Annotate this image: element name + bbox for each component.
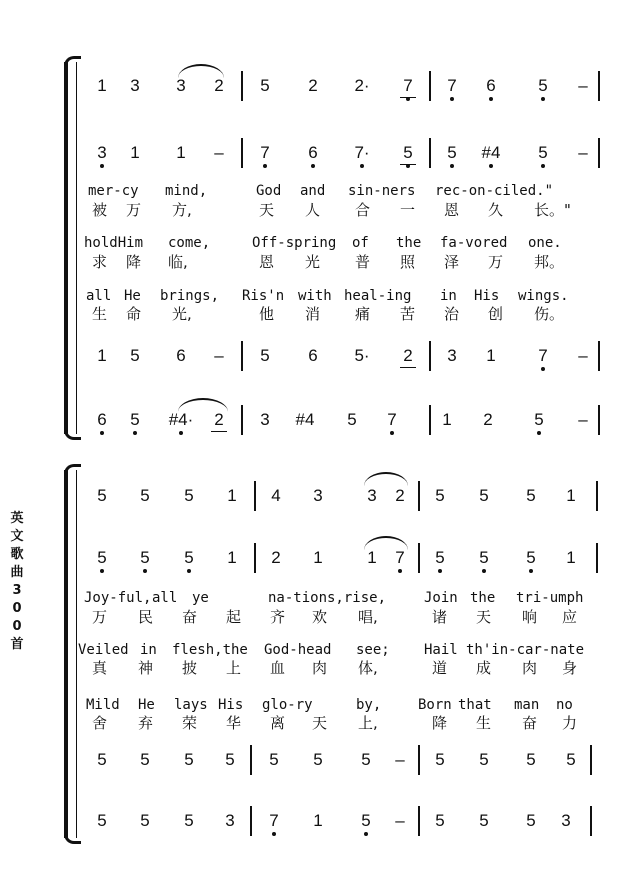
barline bbox=[596, 543, 598, 573]
lyric-syllable: that bbox=[458, 697, 492, 713]
lyric-syllable: 临, bbox=[168, 253, 188, 271]
low-octave-dot bbox=[263, 164, 267, 168]
lyric-syllable: 身 bbox=[562, 659, 578, 677]
lyric-syllable: Join bbox=[424, 590, 458, 606]
note: 5 bbox=[140, 750, 150, 769]
lyric-syllable: see; bbox=[356, 642, 390, 658]
tie-arc bbox=[178, 398, 228, 412]
note: 7 bbox=[394, 68, 422, 104]
note: 2 bbox=[483, 410, 493, 429]
low-octave-dot bbox=[450, 164, 454, 168]
lyric-syllable: 痛 bbox=[355, 305, 371, 323]
lyric-syllable: 弃 bbox=[138, 714, 154, 732]
note: – bbox=[578, 410, 588, 429]
note: 5 bbox=[140, 486, 150, 505]
note: – bbox=[395, 811, 405, 830]
lyric-syllable: 合 bbox=[355, 201, 371, 219]
barline bbox=[418, 806, 420, 836]
barline bbox=[429, 341, 431, 371]
note: 2 bbox=[394, 338, 422, 374]
note: 7· bbox=[348, 135, 376, 171]
lyric-line-en bbox=[0, 182, 640, 200]
note: 3 bbox=[367, 486, 377, 505]
lyric-syllable: 普 bbox=[355, 253, 371, 271]
lyric-syllable: one. bbox=[528, 235, 562, 251]
note: 2 bbox=[205, 402, 233, 438]
lyric-syllable: 齐 bbox=[270, 608, 286, 626]
lyric-syllable: 上, bbox=[358, 714, 378, 732]
note: 6 bbox=[88, 402, 116, 438]
lyric-line-en bbox=[0, 641, 640, 659]
low-octave-dot bbox=[133, 431, 137, 435]
note: 7 bbox=[260, 803, 288, 839]
lyric-syllable: ye bbox=[192, 590, 209, 606]
lyric-syllable: He bbox=[124, 288, 141, 304]
note: 5 bbox=[394, 135, 422, 171]
lyric-syllable: 万 bbox=[126, 201, 142, 219]
lyric-syllable: 体, bbox=[358, 659, 378, 677]
note: 5 bbox=[479, 811, 489, 830]
note: 5 bbox=[526, 486, 536, 505]
low-octave-dot bbox=[529, 569, 533, 573]
low-octave-dot bbox=[537, 431, 541, 435]
low-octave-dot bbox=[541, 164, 545, 168]
lyric-syllable: 求 bbox=[92, 253, 108, 271]
low-octave-dot bbox=[450, 97, 454, 101]
note: 7 bbox=[378, 402, 406, 438]
note: 3 bbox=[225, 811, 235, 830]
lyric-syllable: 创 bbox=[488, 305, 504, 323]
lyric-syllable: tri-umph bbox=[516, 590, 584, 606]
lyric-syllable: God-head bbox=[264, 642, 332, 658]
lyric-syllable: and bbox=[300, 183, 326, 199]
barline bbox=[241, 71, 243, 101]
note: 5 bbox=[225, 750, 235, 769]
note: 5 bbox=[175, 540, 203, 576]
note: 5 bbox=[97, 486, 107, 505]
note: 1 bbox=[97, 76, 107, 95]
note: 1 bbox=[442, 410, 452, 429]
lyric-syllable: 光, bbox=[172, 305, 192, 323]
lyric-syllable: 血 bbox=[270, 659, 286, 677]
note: 1 bbox=[367, 548, 377, 567]
lyric-syllable: 治 bbox=[444, 305, 460, 323]
lyric-syllable: mer-cy bbox=[88, 183, 139, 199]
note: 5 bbox=[184, 811, 194, 830]
low-octave-dot bbox=[100, 431, 104, 435]
note: 1 bbox=[486, 346, 496, 365]
note: – bbox=[214, 346, 224, 365]
low-octave-dot bbox=[100, 164, 104, 168]
lyric-syllable: 唱, bbox=[358, 608, 378, 626]
barline bbox=[429, 71, 431, 101]
note: 7 bbox=[386, 540, 414, 576]
lyric-syllable: all bbox=[152, 590, 178, 606]
note: 7 bbox=[529, 338, 557, 374]
lyric-syllable: mind, bbox=[165, 183, 208, 199]
lyric-line-en bbox=[0, 589, 640, 607]
note: 1 bbox=[566, 548, 576, 567]
lyric-syllable: wings. bbox=[518, 288, 569, 304]
underline-mark bbox=[400, 367, 416, 368]
low-octave-dot bbox=[364, 832, 368, 836]
lyric-syllable: His bbox=[218, 697, 244, 713]
note: 5 bbox=[121, 402, 149, 438]
lyric-syllable: Off-spring bbox=[252, 235, 337, 251]
barline bbox=[590, 745, 592, 775]
low-octave-dot bbox=[272, 832, 276, 836]
note: 2 bbox=[271, 548, 281, 567]
note: 7 bbox=[251, 135, 279, 171]
barline bbox=[598, 341, 600, 371]
tie-arc bbox=[364, 472, 408, 486]
lyric-syllable: lays bbox=[174, 697, 208, 713]
low-octave-dot bbox=[360, 164, 364, 168]
note: 3 bbox=[260, 410, 270, 429]
note: 1 bbox=[227, 548, 237, 567]
note: 5 bbox=[479, 486, 489, 505]
lyric-syllable: 起 bbox=[226, 608, 242, 626]
low-octave-dot bbox=[390, 431, 394, 435]
lyric-line-zh bbox=[0, 659, 640, 677]
lyric-syllable: heal-ing bbox=[344, 288, 412, 304]
staff-row bbox=[0, 803, 640, 839]
lyric-syllable: 方, bbox=[172, 201, 192, 219]
lyric-syllable: 响 bbox=[522, 608, 538, 626]
barline bbox=[418, 481, 420, 511]
note: 4 bbox=[271, 486, 281, 505]
barline bbox=[596, 481, 598, 511]
lyric-syllable: by, bbox=[356, 697, 382, 713]
lyric-line-zh bbox=[0, 253, 640, 271]
note: 5 bbox=[97, 811, 107, 830]
lyric-syllable: 邦。 bbox=[534, 253, 565, 271]
lyric-syllable: 神 bbox=[138, 659, 154, 677]
note: 3 bbox=[88, 135, 116, 171]
lyric-line-en bbox=[0, 234, 640, 252]
underline-mark bbox=[211, 431, 227, 432]
lyric-syllable: 天 bbox=[259, 201, 275, 219]
staff-row bbox=[0, 742, 640, 778]
lyric-syllable: no bbox=[556, 697, 573, 713]
lyric-syllable: Ris'n bbox=[242, 288, 285, 304]
lyric-syllable: 伤。 bbox=[534, 305, 565, 323]
lyric-syllable: 成 bbox=[476, 659, 492, 677]
lyric-syllable: 命 bbox=[126, 305, 142, 323]
note: 5 bbox=[97, 750, 107, 769]
barline bbox=[241, 405, 243, 435]
lyric-syllable: 降 bbox=[126, 253, 142, 271]
low-octave-dot bbox=[482, 569, 486, 573]
note: 5 bbox=[435, 750, 445, 769]
note: – bbox=[578, 143, 588, 162]
note: 2 bbox=[308, 76, 318, 95]
barline bbox=[429, 405, 431, 435]
lyric-syllable: 久 bbox=[488, 201, 504, 219]
lyric-line-zh bbox=[0, 714, 640, 732]
lyric-line-zh bbox=[0, 608, 640, 626]
lyric-syllable: 一 bbox=[400, 201, 416, 219]
note: 5 bbox=[517, 540, 545, 576]
lyric-syllable: with bbox=[298, 288, 332, 304]
lyric-syllable: in bbox=[140, 642, 157, 658]
lyric-syllable: 降 bbox=[432, 714, 448, 732]
lyric-syllable: 披 bbox=[182, 659, 198, 677]
low-octave-dot bbox=[406, 164, 410, 168]
low-octave-dot bbox=[398, 569, 402, 573]
lyric-syllable: 他 bbox=[259, 305, 275, 323]
barline bbox=[418, 543, 420, 573]
note: 5 bbox=[88, 540, 116, 576]
note: 1 bbox=[313, 811, 323, 830]
low-octave-dot bbox=[406, 97, 410, 101]
note: 5 bbox=[470, 540, 498, 576]
lyric-syllable: come, bbox=[168, 235, 211, 251]
note: 1 bbox=[130, 143, 140, 162]
low-octave-dot bbox=[438, 569, 442, 573]
lyric-syllable: brings, bbox=[160, 288, 220, 304]
note: 3 bbox=[561, 811, 571, 830]
note: 3 bbox=[313, 486, 323, 505]
lyric-syllable: the bbox=[470, 590, 496, 606]
note: 6 bbox=[299, 135, 327, 171]
lyric-syllable: 恩 bbox=[259, 253, 275, 271]
lyric-syllable: 诸 bbox=[432, 608, 448, 626]
barline bbox=[590, 806, 592, 836]
lyric-syllable: 照 bbox=[400, 253, 416, 271]
note: 6 bbox=[477, 68, 505, 104]
note: 5 bbox=[526, 811, 536, 830]
note: 5 bbox=[361, 750, 371, 769]
note: 2 bbox=[214, 76, 224, 95]
lyric-syllable: 真 bbox=[92, 659, 108, 677]
barline bbox=[250, 745, 252, 775]
low-octave-dot bbox=[541, 97, 545, 101]
staff-row bbox=[0, 402, 640, 438]
lyric-syllable: all bbox=[86, 288, 112, 304]
lyric-syllable: th'in-car-nate bbox=[466, 642, 585, 658]
lyric-syllable: 苦 bbox=[400, 305, 416, 323]
lyric-syllable: Mild bbox=[86, 697, 120, 713]
lyric-syllable: 欢 bbox=[312, 608, 328, 626]
barline bbox=[254, 481, 256, 511]
lyric-syllable: 奋 bbox=[182, 608, 198, 626]
lyric-syllable: Veiled bbox=[78, 642, 129, 658]
lyric-syllable: 消 bbox=[305, 305, 321, 323]
lyric-syllable: 应 bbox=[562, 608, 578, 626]
lyric-syllable: Hail bbox=[424, 642, 458, 658]
barline bbox=[598, 405, 600, 435]
note: – bbox=[214, 143, 224, 162]
note: 5 bbox=[131, 540, 159, 576]
note: 2 bbox=[395, 486, 405, 505]
note: 5 bbox=[352, 803, 380, 839]
note: 5 bbox=[184, 750, 194, 769]
low-octave-dot bbox=[143, 569, 147, 573]
note: 5 bbox=[435, 811, 445, 830]
lyric-line-zh bbox=[0, 201, 640, 219]
lyric-syllable: 生 bbox=[92, 305, 108, 323]
lyric-syllable: His bbox=[474, 288, 500, 304]
barline bbox=[241, 138, 243, 168]
barline bbox=[598, 71, 600, 101]
low-octave-dot bbox=[541, 367, 545, 371]
note: #4· bbox=[167, 402, 195, 438]
lyric-syllable: 天 bbox=[476, 608, 492, 626]
lyric-syllable: 肉 bbox=[312, 659, 328, 677]
note: 5 bbox=[130, 346, 140, 365]
lyric-syllable: 奋 bbox=[522, 714, 538, 732]
staff-row bbox=[0, 540, 640, 576]
low-octave-dot bbox=[100, 569, 104, 573]
note: 5 bbox=[260, 346, 270, 365]
lyric-syllable: 被 bbox=[92, 201, 108, 219]
note: 5 bbox=[479, 750, 489, 769]
note: 5 bbox=[347, 410, 357, 429]
low-octave-dot bbox=[489, 164, 493, 168]
barline bbox=[254, 543, 256, 573]
tie-arc bbox=[364, 536, 408, 550]
note: 5· bbox=[354, 346, 370, 365]
lyric-syllable: 泽 bbox=[444, 253, 460, 271]
lyric-syllable: of bbox=[352, 235, 369, 251]
note: 5 bbox=[438, 135, 466, 171]
lyric-syllable: 长。" bbox=[534, 201, 571, 219]
lyric-syllable: na-tions,rise, bbox=[268, 590, 387, 606]
staff-row bbox=[0, 135, 640, 171]
lyric-syllable: 上 bbox=[226, 659, 242, 677]
barline bbox=[429, 138, 431, 168]
note: 5 bbox=[529, 135, 557, 171]
low-octave-dot bbox=[311, 164, 315, 168]
note: 2· bbox=[354, 76, 370, 95]
lyric-syllable: 生 bbox=[476, 714, 492, 732]
note: 5 bbox=[269, 750, 279, 769]
lyric-syllable: rec-on-ciled." bbox=[435, 183, 554, 199]
lyric-syllable: 荣 bbox=[182, 714, 198, 732]
lyric-syllable: 力 bbox=[562, 714, 578, 732]
lyric-line-en bbox=[0, 287, 640, 305]
lyric-syllable: the bbox=[396, 235, 422, 251]
low-octave-dot bbox=[179, 431, 183, 435]
note: #4 bbox=[477, 135, 505, 171]
note: 1 bbox=[566, 486, 576, 505]
note: 3 bbox=[447, 346, 457, 365]
note: 1 bbox=[176, 143, 186, 162]
note: 3 bbox=[176, 76, 186, 95]
note: 5 bbox=[435, 486, 445, 505]
note: – bbox=[395, 750, 405, 769]
lyric-syllable: 天 bbox=[312, 714, 328, 732]
note: 5 bbox=[184, 486, 194, 505]
note: 1 bbox=[313, 548, 323, 567]
lyric-syllable: 舍 bbox=[92, 714, 108, 732]
low-octave-dot bbox=[489, 97, 493, 101]
lyric-syllable: man bbox=[514, 697, 540, 713]
lyric-syllable: 民 bbox=[138, 608, 154, 626]
lyric-syllable: God bbox=[256, 183, 282, 199]
lyric-syllable: holdHim bbox=[84, 235, 144, 251]
note: 3 bbox=[130, 76, 140, 95]
barline bbox=[418, 745, 420, 775]
barline bbox=[241, 341, 243, 371]
note: 5 bbox=[313, 750, 323, 769]
note: 1 bbox=[97, 346, 107, 365]
lyric-syllable: 肉 bbox=[522, 659, 538, 677]
barline bbox=[250, 806, 252, 836]
low-octave-dot bbox=[187, 569, 191, 573]
lyric-syllable: fa-vored bbox=[440, 235, 508, 251]
note: #4 bbox=[295, 410, 315, 429]
note: 7 bbox=[438, 68, 466, 104]
lyric-syllable: in bbox=[440, 288, 457, 304]
lyric-line-zh bbox=[0, 305, 640, 323]
staff-row bbox=[0, 478, 640, 514]
lyric-syllable: He bbox=[138, 697, 155, 713]
lyric-syllable: 万 bbox=[488, 253, 504, 271]
lyric-syllable: glo-ry bbox=[262, 697, 313, 713]
staff-row bbox=[0, 68, 640, 104]
lyric-syllable: 华 bbox=[226, 714, 242, 732]
lyric-syllable: 光 bbox=[305, 253, 321, 271]
lyric-syllable: 离 bbox=[270, 714, 286, 732]
lyric-line-en bbox=[0, 696, 640, 714]
note: 5 bbox=[260, 76, 270, 95]
lyric-syllable: flesh,the bbox=[172, 642, 248, 658]
note: 5 bbox=[566, 750, 576, 769]
note: 5 bbox=[426, 540, 454, 576]
note: 1 bbox=[227, 486, 237, 505]
lyric-syllable: Born bbox=[418, 697, 452, 713]
lyric-syllable: 道 bbox=[432, 659, 448, 677]
barline bbox=[598, 138, 600, 168]
note: – bbox=[578, 346, 588, 365]
book-title: 英文歌曲300首 bbox=[10, 511, 24, 652]
lyric-syllable: Joy-ful, bbox=[84, 590, 152, 606]
note: 5 bbox=[140, 811, 150, 830]
lyric-syllable: 万 bbox=[92, 608, 108, 626]
staff-row bbox=[0, 338, 640, 374]
lyric-syllable: 人 bbox=[305, 201, 321, 219]
note: – bbox=[578, 76, 588, 95]
note: 6 bbox=[176, 346, 186, 365]
tie-arc bbox=[178, 64, 224, 78]
note: 5 bbox=[529, 68, 557, 104]
lyric-syllable: sin-ners bbox=[348, 183, 416, 199]
note: 5 bbox=[526, 750, 536, 769]
lyric-syllable: 恩 bbox=[444, 201, 460, 219]
note: 6 bbox=[308, 346, 318, 365]
note: 5 bbox=[525, 402, 553, 438]
